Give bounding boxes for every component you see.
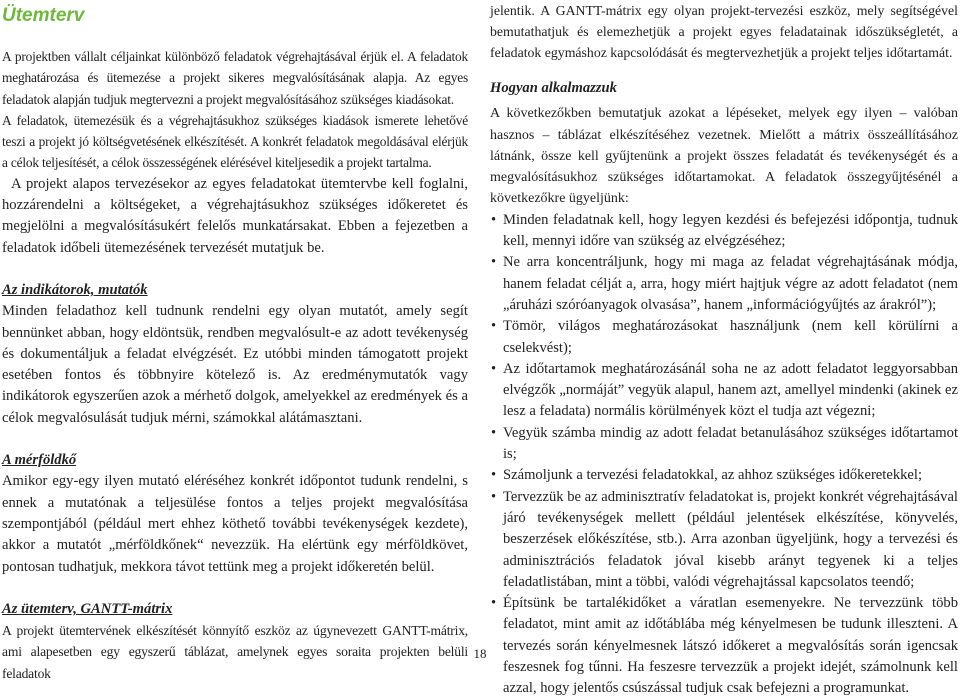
list-item: • Vegyük számba mindig az adott feladat betanulásához szükséges időtartamot is; [490,423,958,466]
page-title: Ütemterv [2,5,85,26]
list-item: • Tömör, világos meghatározásokat használjunk (nem kell körülírni a cselekvést); [490,316,958,359]
list-item: • Tervezzük be az adminisztratív feladatokat is, projekt konkrét végrehajtásával járó tevékenységek mellett (például jelentések elkészítése, könyvelés, beszerzések előkészítése, stb.). Arra azonban ügyeljünk, hogy a tervezési és adminisztrációs feladatok jóval kisebb arányt tegyenek ki a teljes feladatlistában, mint a többi, valódi végrehajtással kapcsolatos teendő; [490,487,958,593]
section-text-indicators: Minden feladathoz kell tudnunk rendelni egy olyan mutatót, amely segít bennünket abban, hogy eldöntsük, rendben megvalósult-e az adott tevékenység és dokumentáljuk a feladat elvégzését. Ez utóbbi minden támogatott projekt esetében fontos és többnyire kötelező is. Az eredménymutatók vagy indikátorok egyszerűen azok a mérhető dolgok, amelyekkel az eredmények és a célok megvalósulását tudjuk mérni, számokkal alátámasztani. [2,303,468,426]
list-item: • Építsünk be tartalékidőket a váratlan esemenyekre. Ne tervezzünk több feladatot, mint amit az időtáblába még kényelmesen be tudunk illeszteni. A tervezés során kényelmesnek látszó időkeret a megvalósítás során igencsak feszesnek fog tűnni. Ha feszesre tervezzük a projekt idejét, számolnunk kell azzal, hogy jelentős csúszással tudjuk csak befejezni a programunkat. [490,593,958,699]
section-heading-gantt: Az ütemterv, GANTT-mátrix [2,600,173,617]
section-text-milestone: Amikor egy-egy ilyen mutató eléréséhez konkrét időpontot tudunk rendelni, s ennek a mutatónak a teljesülése fontos a teljes projekt megvalósítása szempontjából (például mert ehhez köthető további tevékenységek kezdete), akkor a mutatót „mérföldkőnek“ nevezzük. Ha elértünk egy mérföldkövet, pontosan tudhatjuk, mekkora távot tettünk meg a projekt időkeretén belül. [2,473,468,575]
left-column [2,0,468,684]
intro-paragraph-2: A feladatok, ütemezésük és a végrehajtásukhoz szükséges kiadások ismerete lehetővé teszi a projekt jó költségvetésének elkészítését. A konkrét feladatok megoldásával elérjük a célok teljesítését, a célok összességének elérésével kiteljesedik a projekt tartalma. [2,112,468,171]
section-heading-indicators: Az indikátorok, mutatók [2,281,148,298]
list-item: • Számoljunk a tervezési feladatokkal, az ahhoz szükséges időkeretekkel; [490,465,958,486]
right-column [490,0,958,700]
section-heading-milestone: A mérföldkő [2,452,77,469]
list-item: • Az időtartamok meghatározásánál soha ne az adott feladatot leggyorsabban elvégzők „normáját” vegyük alapul, hanem azt, amellyel mindenki (akinek ez lesz a feladata) normális körülmények közt el tudja azt végezni; [490,359,958,423]
page-number: 18 [473,646,487,661]
intro-paragraph-1: A projektben vállalt céljainkat különböző feladatok végrehajtásával érjük el. A feladatok meghatározása és ütemezése a projekt sikeres megvalósításának alapja. Az egyes feladatok alapján tudjuk megtervezni a projekt megvalósításához szükséges kiadásokat. [2,49,468,107]
intro-body-paragraph: A projekt alapos tervezésekor az egyes feladatokat ütemtervbe kell foglalni, hozzárendelni a költségeket, a végrehajtásukhoz szükséges időkeretet és megjelölni a megvalósításukért felelős munkatársakat. Ebben a fejezetben a feladatok időbeli ütemezésének tervezését mutatjuk be. [2,175,468,256]
how-to-use-paragraph: A következőkben bemutatjuk azokat a lépéseket, melyek egy ilyen – valóban hasznos – táblázat elkészítéséhez vezetnek. Mielőtt a mátrix összeállításához látnánk, össze kell gyűjtenünk a projekt összes feladatát és tevékenységét és a megvalósításukhoz szükséges időtartamokat. A feladatok összegyűjtésénél a következőkre ügyeljünk: [490,106,958,207]
section-heading-how-to-use: Hogyan alkalmazzuk [490,80,617,96]
gantt-continuation: jelentik. A GANTT-mátrix egy olyan projekt-tervezési eszköz, mely segítségével bemutathatjuk és elemezhetjük a projekt egyes feladatainak időszükségletét, a feladatok egymáshoz kapcsolódását és megtervezhetjük a projekt teljes időtartamát. [490,3,958,60]
list-item: • Minden feladatnak kell, hogy legyen kezdési és befejezési időpontja, tudnuk kell, mennyi időre van szükség az elvégzéséhez; [490,210,958,253]
section-text-gantt: A projekt ütemtervének elkészítését könnyítő eszköz az úgynevezett GANTT-mátrix, ami alapesetben egy egyszerű táblázat, amelynek egyes soraita projekten belüli feladatok [2,623,468,681]
list-item: • Ne arra koncentráljunk, hogy mi maga az feladat végrehajtásának módja, hanem feladat célját a, arra, hogy miért hajtjuk végre az adott feladatot (nem „áruházi szóróanyagok olvasása”, hanem „információgyűjtés az árakról”); [490,252,958,316]
guideline-list [490,210,958,700]
